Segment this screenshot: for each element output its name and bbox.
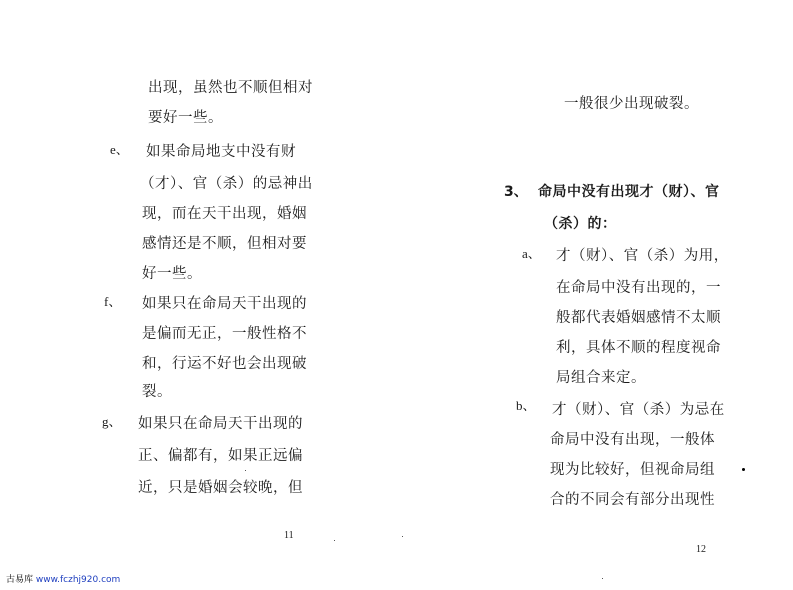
text-line: 命局中没有出现，一般体 [550,432,715,448]
section-heading: 命局中没有出现才（财）、官 [538,184,720,200]
text-line: 是偏而无正，一般性格不 [142,326,307,342]
scan-dot [742,468,745,471]
text-line: 裂。 [142,384,172,400]
item-marker-e: e、 [110,142,129,157]
scan-speck [334,540,335,541]
left-page [0,0,396,590]
text-line: 要好一些。 [148,110,223,126]
footer-label: 古易库 [6,575,34,585]
text-line: 现为比较好，但视命局组 [550,462,715,478]
footer-site-link[interactable]: www.fczhj920.com [35,575,121,585]
text-line: 一般很少出现破裂。 [564,96,699,112]
text-line: 如果命局地支中没有财 [146,144,296,160]
text-line: 才（财）、官（杀）为用， [556,248,729,264]
scan-speck [402,536,403,537]
text-line: 现，而在天干出现，婚姻 [142,206,307,222]
text-line: 近，只是婚姻会较晚，但 [138,480,303,496]
text-line: （才）、官（杀）的忌神出 [140,176,313,192]
item-marker-a: a、 [522,246,541,261]
item-marker-g: g、 [102,414,122,429]
scan-speck [245,470,246,471]
text-line: 感情还是不顺，但相对要 [142,236,307,252]
text-line: 利，具体不顺的程度视命 [556,340,721,356]
section-marker-3: 3、 [504,184,528,200]
text-line: 出现，虽然也不顺但相对 [148,80,313,96]
text-line: 合的不同会有部分出现性 [550,492,715,508]
section-heading: （杀）的： [544,216,617,232]
text-line: 正、偏都有，如果正远偏 [138,448,303,464]
text-line: 局组合来定。 [556,370,646,386]
text-line: 如果只在命局天干出现的 [138,416,303,432]
scan-speck [602,578,603,579]
text-line: 般都代表婚姻感情不太顺 [556,310,721,326]
page-number-left: 11 [284,530,294,541]
right-page [396,0,792,590]
text-line: 才（财）、官（杀）为忌在 [552,402,725,418]
item-marker-b: b、 [516,398,536,413]
text-line: 在命局中没有出现的，一 [556,280,721,296]
item-marker-f: f、 [104,294,122,309]
text-line: 如果只在命局天干出现的 [142,296,307,312]
text-line: 好一些。 [142,266,202,282]
footer-watermark [6,572,120,585]
text-line: 和，行运不好也会出现破 [142,356,307,372]
page-number-right: 12 [696,544,706,555]
